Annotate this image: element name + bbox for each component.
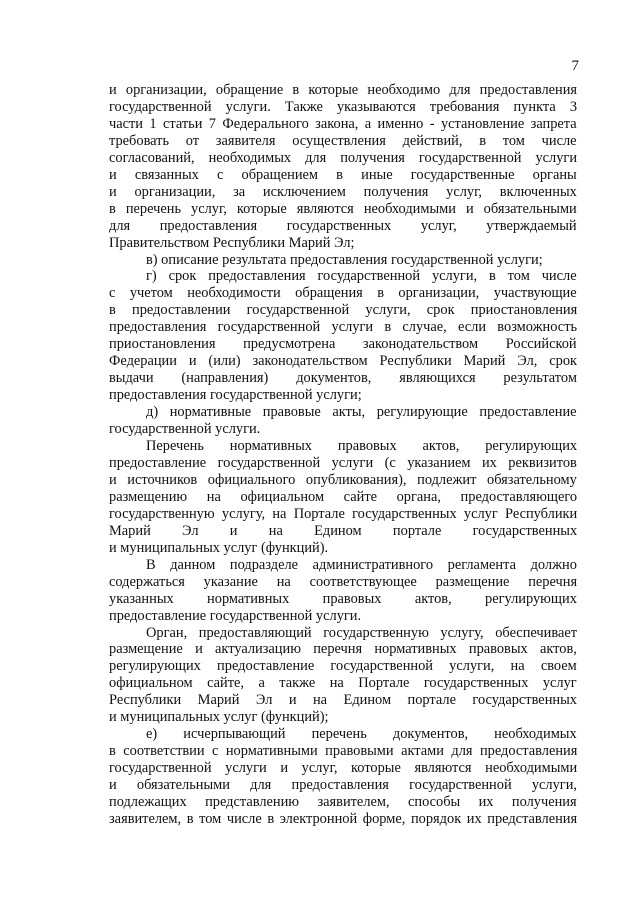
text-line: согласований, необходимых для получения государственной услуги xyxy=(109,149,578,166)
text-line: государственную услугу, на Портале государственных услуг Республики xyxy=(109,505,578,522)
text-line: и муниципальных услуг (функций); xyxy=(109,709,329,726)
text-line: государственной услуги. xyxy=(109,421,261,438)
text-line: в соответствии с нормативными правовыми актами для предоставления xyxy=(109,743,578,760)
text-line: требовать от заявителя осуществления действий, в том числе xyxy=(109,132,577,149)
text-line: предоставления государственной услуги; xyxy=(109,387,362,404)
text-line: д) нормативные правовые акты, регулирующие предоставление xyxy=(146,404,577,421)
text-line: подлежащих представлению заявителем, способы их получения xyxy=(109,794,577,811)
text-line: и источников официального опубликования), подлежит обязательному xyxy=(109,471,577,488)
text-line: части 1 статьи 7 Федерального закона, а именно - установление запрета xyxy=(109,115,577,132)
text-line: в перечень услуг, которые являются необходимыми и обязательными xyxy=(109,200,577,217)
text-line: Республики Марий Эл и на Едином портале государственных xyxy=(109,692,577,709)
text-line: официальном сайте, а также на Портале государственных услуг xyxy=(109,675,577,692)
text-line: размещение и актуализацию перечня нормативных правовых актов, xyxy=(109,641,577,658)
text-line: и связанных с обращением в иные государственные органы xyxy=(109,166,577,183)
text-line: содержаться указание на соответствующее размещение перечня xyxy=(109,573,578,590)
text-line: г) срок предоставления государственной услуги, в том числе xyxy=(146,268,577,285)
text-line: в) описание результата предоставления государственной услуги; xyxy=(146,251,543,268)
text-line: Марий Эл и на Едином портале государственных xyxy=(109,522,578,539)
text-line: и обязательными для предоставления государственной услуги, xyxy=(109,777,578,794)
text-line: е) исчерпывающий перечень документов, необходимых xyxy=(146,726,577,743)
text-line: Федерации и (или) законодательством Республики Марий Эл, срок xyxy=(109,353,578,370)
text-line: размещению на официальном сайте органа, предоставляющего xyxy=(109,488,578,505)
text-line: предоставление государственной услуги. xyxy=(109,607,362,624)
document-text xyxy=(109,82,577,828)
text-line: предоставления государственной услуги в случае, если возможность xyxy=(109,319,578,336)
text-line: для предоставления государственных услуг, утверждаемый xyxy=(109,217,577,234)
text-line: заявителем, в том числе в электронной форме, порядок их представления xyxy=(109,810,578,827)
text-line: государственной услуги. Также указываются требования пункта 3 xyxy=(109,98,578,115)
text-line: государственной услуги и услуг, которые являются необходимыми xyxy=(109,760,578,777)
text-line: регулирующих предоставление государственной услуги, на своем xyxy=(109,658,577,675)
text-line: В данном подразделе административного регламента должно xyxy=(146,556,577,573)
text-line: в предоставлении государственной услуги, срок приостановления xyxy=(109,302,578,319)
text-line: указанных нормативных правовых актов, регулирующих xyxy=(109,590,577,607)
text-line: приостановления предусмотрена законодательством Российской xyxy=(109,336,577,353)
text-line: с учетом необходимости обращения в организации, участвующие xyxy=(109,285,577,302)
text-line: выдачи (направления) документов, являющихся результатом xyxy=(109,370,577,387)
text-line: и организации, обращение в которые необходимо для предоставления xyxy=(109,82,578,98)
text-line: и муниципальных услуг (функций). xyxy=(109,539,329,556)
page-number: 7 xyxy=(571,58,579,74)
text-line: Перечень нормативных правовых актов, регулирующих xyxy=(146,438,578,455)
text-line: предоставление государственной услуги (с указанием их реквизитов xyxy=(109,454,577,471)
text-line: и организации, за исключением получения услуг, включенных xyxy=(109,183,577,200)
text-line: Орган, предоставляющий государственную услугу, обеспечивает xyxy=(146,624,578,641)
text-line: Правительством Республики Марий Эл; xyxy=(109,234,355,251)
